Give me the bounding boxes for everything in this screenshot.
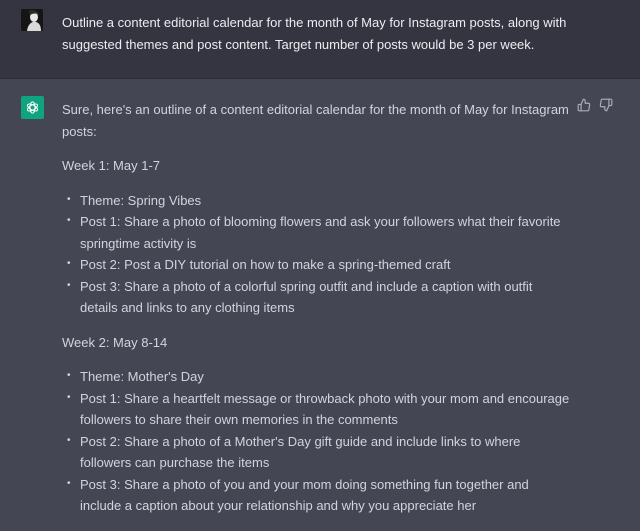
list-item: • Post 3: Share a photo of you and your mom doing something fun together and include a caption about your relationship and why you appreciate her bbox=[80, 474, 572, 517]
list-item: • Post 3: Share a photo of a colorful spring outfit and include a caption with outfit details and links to any clothing items bbox=[80, 276, 572, 319]
openai-logo-icon bbox=[25, 100, 40, 115]
thumbs-down-icon[interactable] bbox=[599, 98, 613, 112]
week-heading: Week 2: May 8-14 bbox=[62, 334, 168, 350]
feedback-buttons bbox=[577, 98, 613, 112]
list-item: • Post 1: Share a heartfelt message or throwback photo with your mom and encourage followers to share their own memories in the comments bbox=[80, 388, 572, 431]
user-avatar bbox=[21, 9, 43, 31]
user-message-text: Outline a content editorial calendar for the month of May for Instagram posts, along with suggested themes and post content. Target number of posts would be 3 per week. bbox=[62, 15, 567, 52]
week-list bbox=[62, 190, 572, 319]
list-item: • Post 2: Post a DIY tutorial on how to make a spring-themed craft bbox=[80, 254, 572, 276]
assistant-avatar bbox=[21, 96, 44, 119]
week-heading: Week 1: May 1-7 bbox=[62, 158, 161, 173]
user-message-row bbox=[0, 0, 640, 79]
list-item: • Theme: Mother's Day bbox=[80, 366, 572, 388]
list-item: • Theme: Spring Vibes bbox=[80, 190, 572, 212]
user-avatar-icon bbox=[21, 9, 43, 31]
assistant-message-row bbox=[0, 79, 640, 531]
week-list bbox=[62, 366, 572, 517]
list-item: • Post 1: Share a photo of blooming flowers and ask your followers what their favorite springtime activity is bbox=[80, 211, 572, 254]
assistant-message-content bbox=[62, 99, 572, 530]
thumbs-up-icon[interactable] bbox=[577, 98, 591, 112]
list-item: • Post 2: Share a photo of a Mother's Day gift guide and include links to where followers can purchase the items bbox=[80, 431, 572, 474]
intro-text: Sure, here's an outline of a content editorial calendar for the month of May for Instagram posts: bbox=[62, 102, 569, 139]
